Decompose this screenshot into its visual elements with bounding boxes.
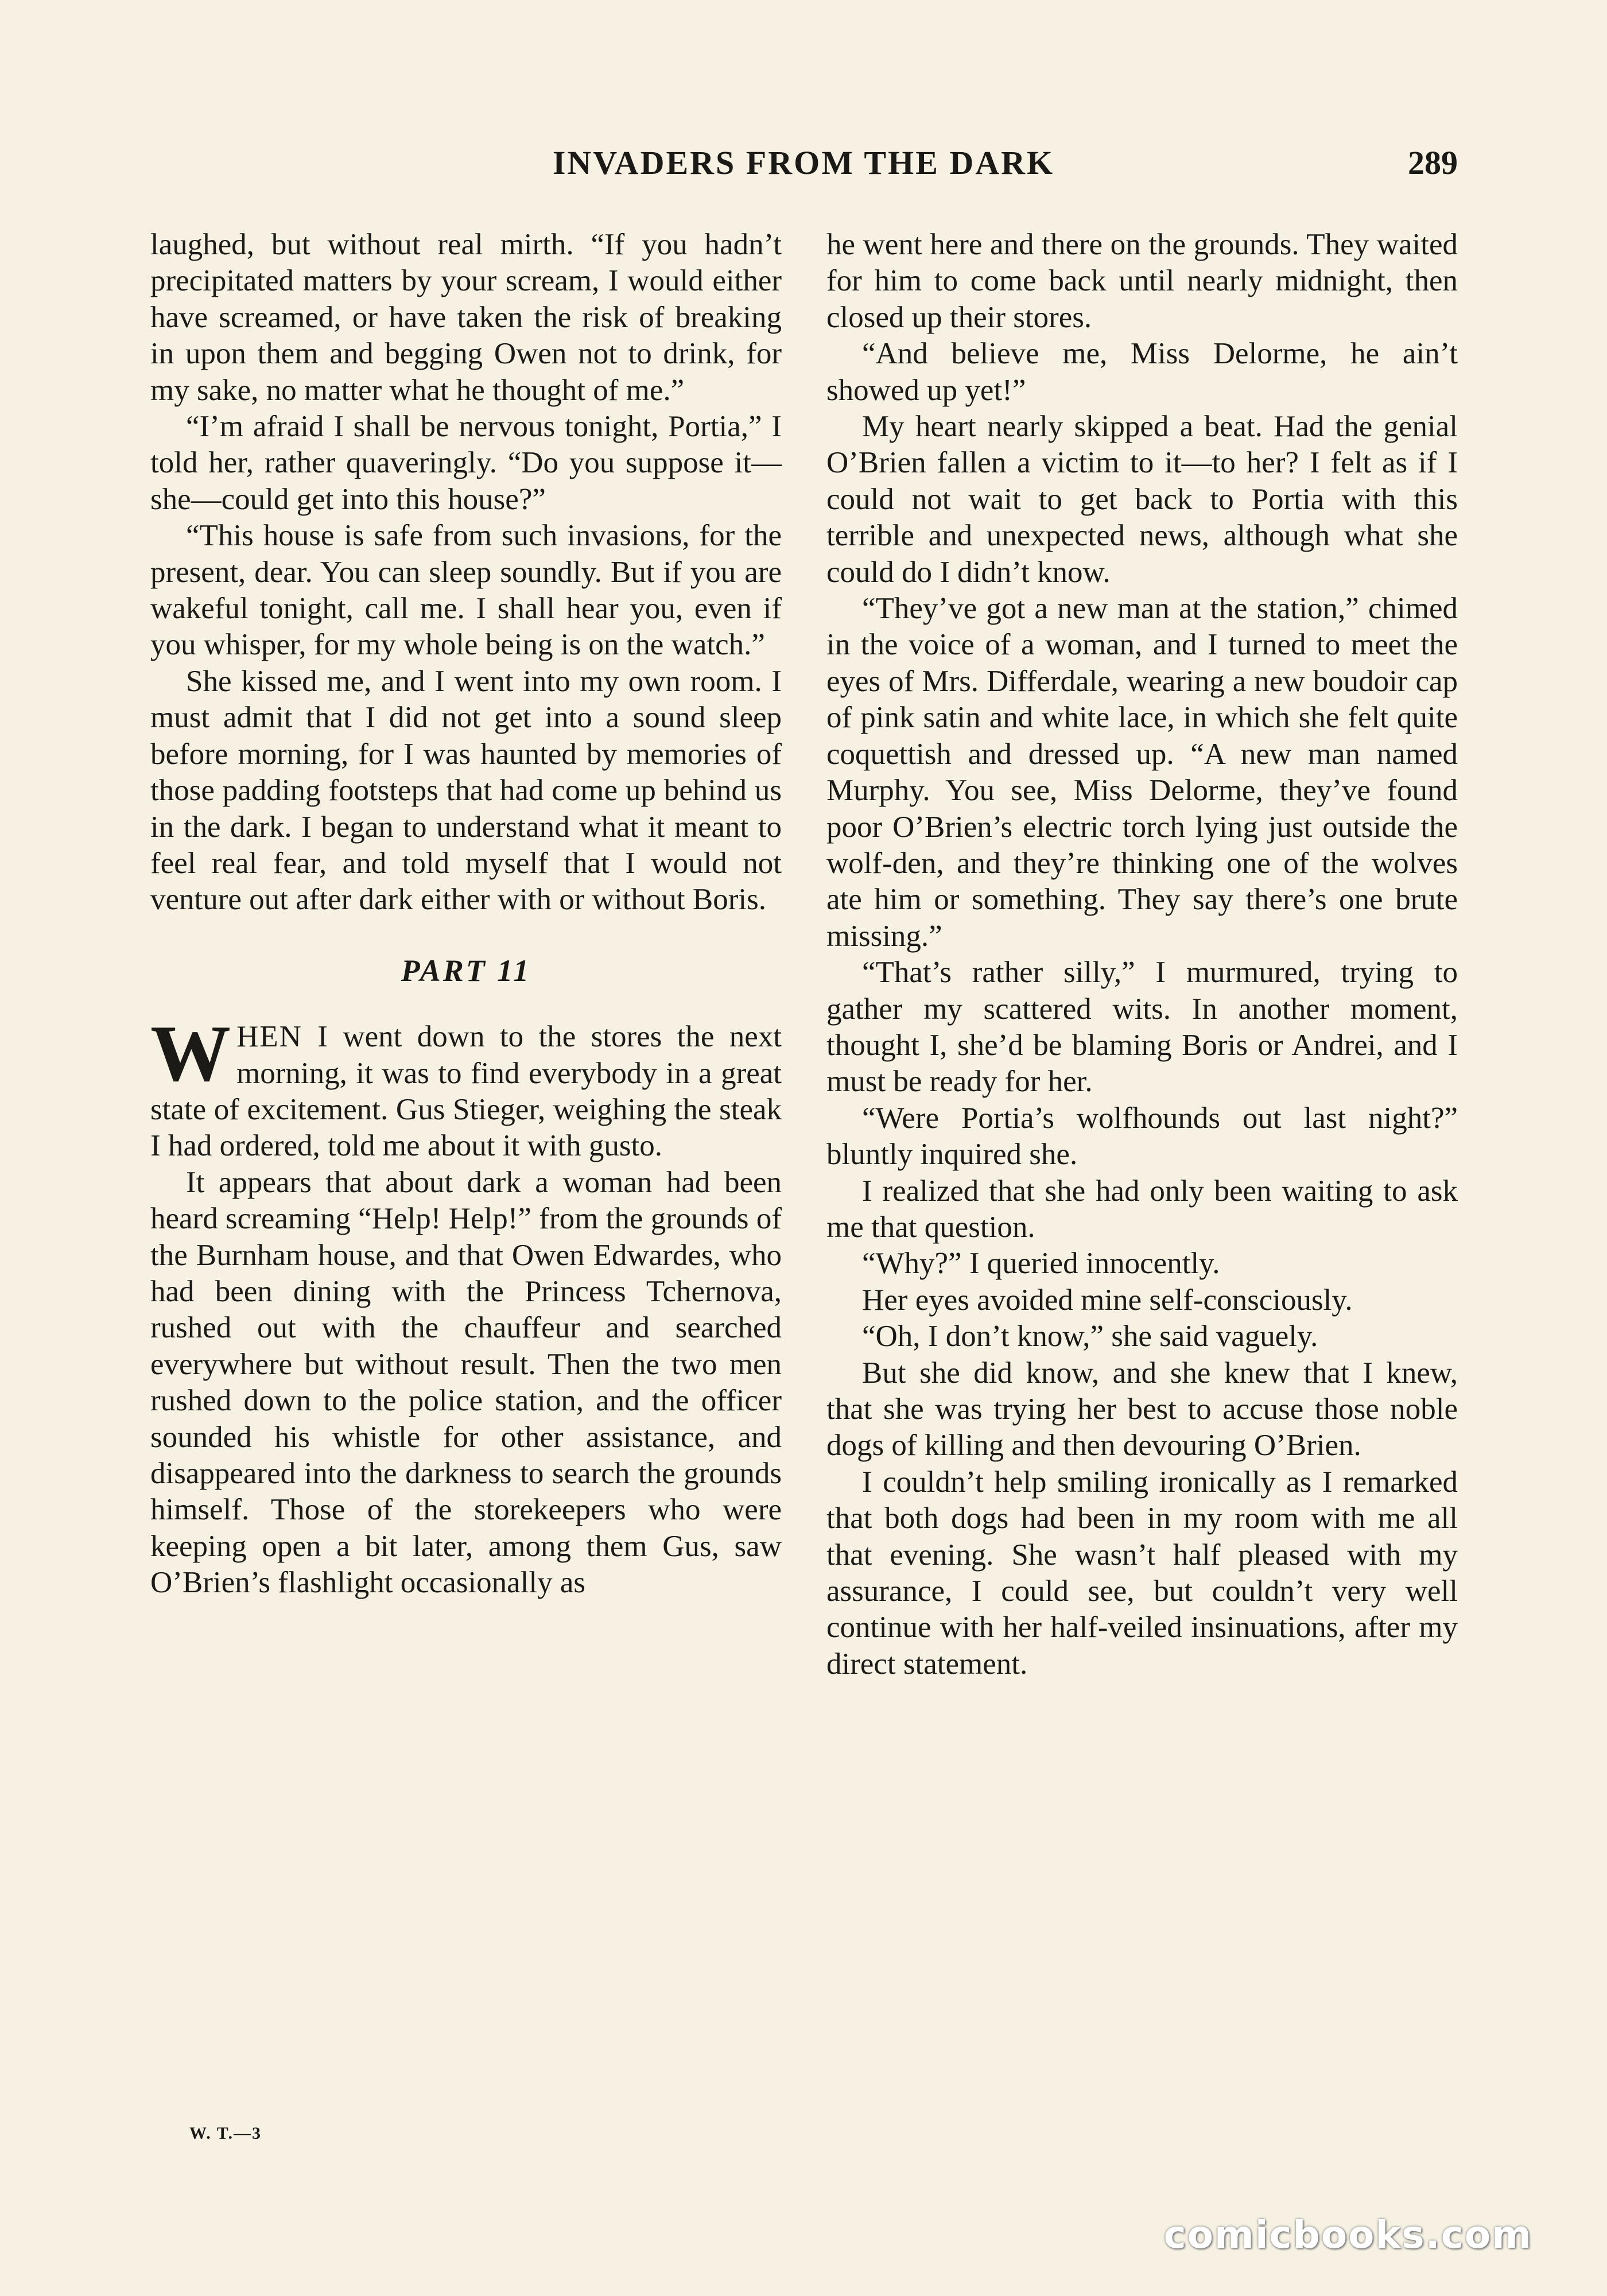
paragraph: I realized that she had only been waiting to ask me that question. [826,1174,1458,1244]
paragraph: “Why?” I queried innocently. [862,1247,1220,1281]
drop-cap: W [150,1009,231,1099]
part-opening-paragraph [150,1009,782,1165]
paragraph: “They’ve got a new man at the station,” chimed in the voice of a woman, and I turned to meet the eyes of Mrs. Differdale, wearing a new boudoir cap of pink satin and white lace, in which she felt quite coquettish and dressed up. “A new man named Murphy. You see, Miss Delorme, they’ve found poor O’Brien’s electric torch lying just outside the wolf-den, and they’re thinking one of the wolves ate him or something. They say there’s one brute missing.” [826,592,1458,953]
running-title: INVADERS FROM THE DARK [552,144,1055,181]
paragraph: Her eyes avoided mine self-consciously. [862,1283,1353,1317]
paragraph: It appears that about dark a woman had been heard screaming “Help! Help!” from the grounds of the Burnham house, and that Owen Edwardes, who had been dining with the Princess Tchernova, rushed out with the chauffeur and searched everywhere but without result. Then the two men rushed down to the police station, and the officer sounded his whistle for other assistance, and disappeared into the darkness to search the grounds himself. Those of the storekeepers who were keeping open a bit later, among them Gus, saw O’Brien’s flashlight occasionally as [150,1165,782,1600]
paragraph: “That’s rather silly,” I murmured, trying to gather my scattered wits. In another moment, thought I, she’d be blaming Boris or Andrei, and I must be ready for her. [826,956,1458,1099]
paragraph: “Oh, I don’t know,” she said vaguely. [862,1320,1318,1353]
drop-cap-continuation: HEN [236,1020,302,1054]
paragraph: But she did know, and she knew that I knew, that she was trying her best to accuse those noble dogs of killing and then devouring O’Brien. [826,1356,1458,1463]
paragraph: “And believe me, Miss Delorme, he ain’t showed up yet!” [826,337,1458,407]
signature-mark: W. T.—3 [189,2124,262,2143]
paragraph: “Were Portia’s wolfhounds out last night?” bluntly inquired she. [826,1101,1458,1172]
paragraph: “I’m afraid I shall be nervous tonight, Portia,” I told her, rather quaveringly. “Do you suppose it—she—could get into this house?” [150,410,782,516]
page-number: 289 [1408,144,1458,181]
right-column [826,227,1458,1682]
paragraph: My heart nearly skipped a beat. Had the genial O’Brien fallen a victim to it—to her? I felt as if I could not wait to get back to Portia with this terrible and unexpected news, although what she could do I didn’t know. [826,410,1458,589]
paragraph: he went here and there on the grounds. They waited for him to come back until nearly midnight, then closed up their stores. [826,228,1458,334]
paragraph: She kissed me, and I went into my own room. I must admit that I did not get into a sound sleep before morning, for I was haunted by memories of those padding footsteps that had come up behind us in the dark. I began to understand what it meant to feel real fear, and told myself that I would not venture out after dark either with or without Boris. [150,664,782,917]
paragraph: I couldn’t help smiling ironically as I remarked that both dogs had been in my room with me all that evening. She wasn’t half pleased with my assurance, I could see, but couldn’t very well continue with her half-veiled insinuations, after my direct statement. [826,1465,1458,1681]
paragraph: “This house is safe from such invasions, for the present, dear. You can sleep soundly. But if you are wakeful tonight, call me. I shall hear you, even if you whisper, for my whole being is on the watch.” [150,519,782,662]
paragraph-text: I went down to the stores the next morning, it was to find everybody in a great state of excitement. Gus Stieger, weighing the steak I had ordered, told me about it with gusto. [150,1020,782,1163]
left-column [150,227,782,1601]
site-watermark: comicbooks.com [1163,2213,1532,2257]
running-header [149,144,1458,189]
paragraph: laughed, but without real mirth. “If you hadn’t precipitated matters by your scream, I would either have screamed, or have taken the risk of breaking in upon them and begging Owen not to drink, for my sake, no matter what he thought of me.” [150,228,782,407]
part-heading: PART 11 [401,953,531,988]
